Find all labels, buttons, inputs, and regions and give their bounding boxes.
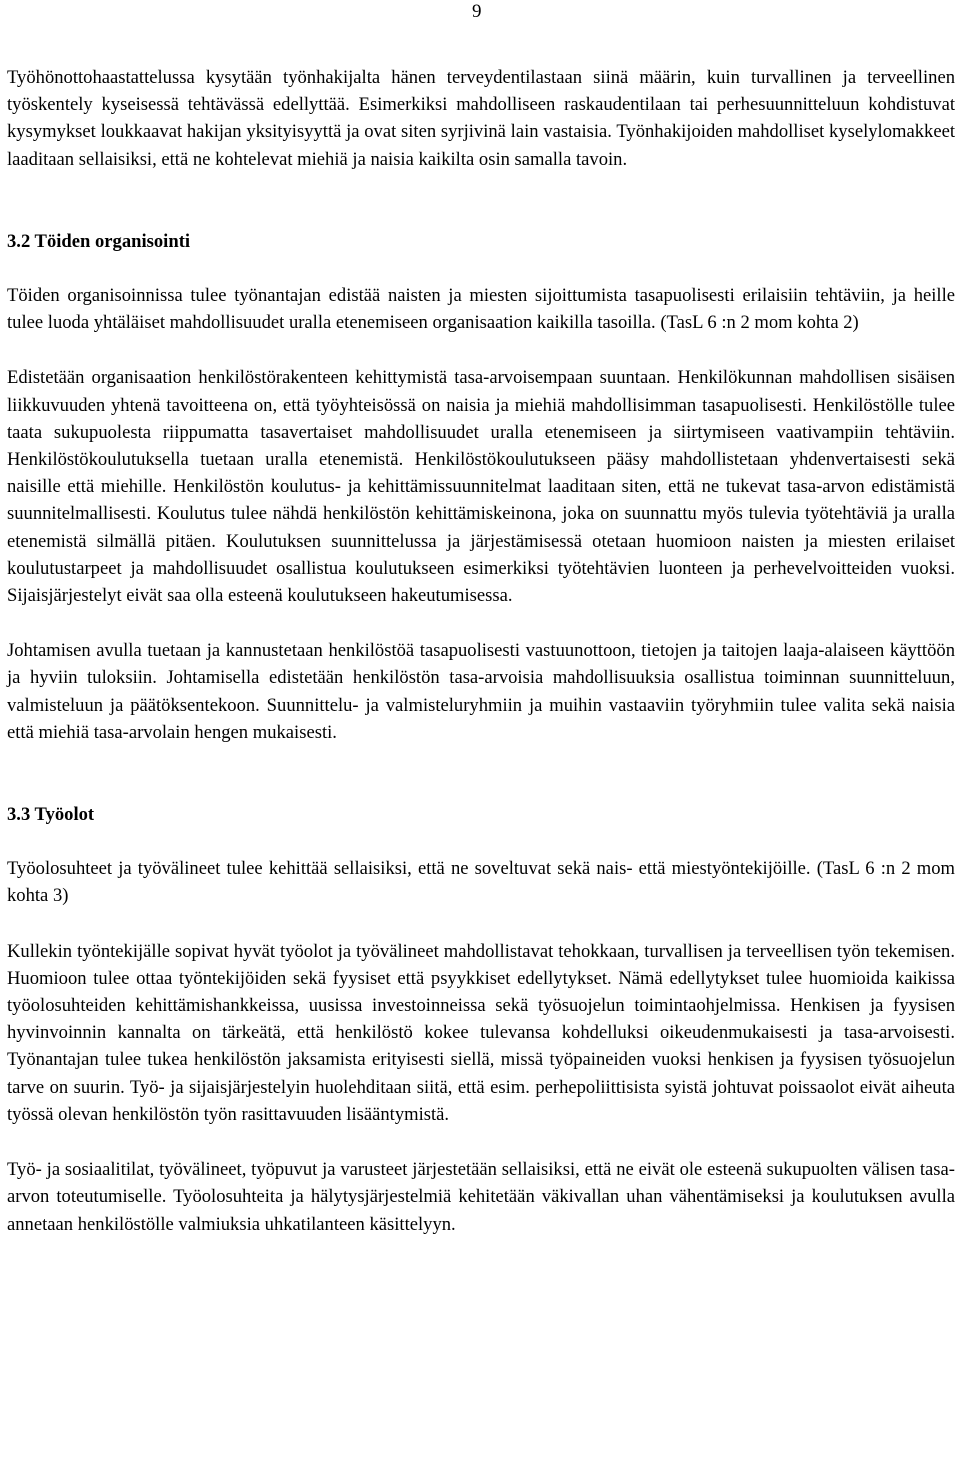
paragraph-staff-structure: Edistetään organisaation henkilöstörakenteen kehittymistä tasa-arvoisempaan suuntaan. Henkilökunnan mahdollisen sisäisen liikkuvuuden yhtenä tavoitteena on, että työyhteisössä on naisia ja miehiä mahdollisimman tasapuolisesti. Henkilöstölle tulee taata sukupuolesta riippumatta tasavertaiset mahdollisuudet uralla etenemiseen ja siirtymiseen vaativampiin tehtäviin. Henkilöstökoulutuksella tuetaan uralla etenemistä. Henkilöstökoulutukseen pääsy mahdollistetaan yhdenvertaisesti sekä naisille että miehille. Henkilöstön koulutus- ja kehittämissuunnitelmat laaditaan siten, että ne tukevat tasa-arvon edistämistä suunnitelmallisesti. Koulutus tulee nähdä henkilöstön kehittämiskeinona, joka on suunnattu myös tulevia työtehtäviä ja uralla etenemistä silmällä pitäen. Koulutuksen suunnittelussa ja järjestämisessä otetaan huomioon naisten ja miesten erilaiset koulutustarpeet ja mahdollisuudet osallistua koulutukseen esimerkiksi työtehtävien luonteen ja perhevelvoitteiden vuoksi. Sijaisjärjestelyt eivät saa olla esteenä koulutukseen hakeutumisessa. [7,367,955,607]
section-heading-working-conditions: 3.3 Työolot [7,804,95,826]
paragraph-good-working-conditions: Kullekin työntekijälle sopivat hyvät työolot ja työvälineet mahdollistavat tehokkaan, turvallisen ja terveellisen työn tekemisen. Huomioon tulee ottaa työntekijöiden sekä fyysiset että psyykkiset edellytykset. Nämä edellytykset tulee huomioida kaikissa työolosuhteiden kehittämishankkeissa, uusissa investoinneissa sekä työsuojelun toimintaohjelmissa. Henkisen ja fyysisen hyvinvoinnin kannalta on tärkeätä, että henkilöstö kokee tulevansa kohdelluksi oikeudenmukaisesti ja tasa-arvoisesti. Työnantajan tulee tukea henkilöstön jaksamista erityisesti siellä, missä työpaineiden vuoksi henkisen ja fyysisen työsuojelun tarve on suurin. Työ- ja sijaisjärjestelyin huolehditaan siitä, että esim. perhepoliittisista syistä johtuvat poissaolot eivät aiheuta työssä olevan henkilöstön työn rasittavuuden lisääntymistä. [7,940,955,1125]
paragraph-working-conditions-law: Työolosuhteet ja työvälineet tulee kehittää sellaisiksi, että ne soveltuvat sekä nais- että miestyöntekijöille. (TasL 6 :n 2 mom kohta 3) [7,858,955,907]
spacer [7,910,955,938]
page-number: 9 [472,1,482,22]
paragraph-facilities-equipment: Työ- ja sosiaalitilat, työvälineet, työpuvut ja varusteet järjestetään sellaisiksi, että ne eivät ole esteenä sukupuolten välisen tasa-arvon toteutumiselle. Työolosuhteita ja hälytysjärjestelmiä kehitetään väkivallan uhan vähentämiseksi ja koulutuksen avulla annetaan henkilöstölle valmiuksia uhkatilanteen käsittelyyn. [7,1159,955,1235]
spacer [7,609,955,637]
spacer [7,746,955,801]
paragraph-interview-health: Työhönottohaastattelussa kysytään työnhakijalta hänen terveydentilastaan siinä määrin, kuin turvallinen ja terveellinen työskentely kyseisessä tehtävässä edellyttää. Esimerkiksi mahdolliseen raskaudentilaan tai perhesuunnitteluun kohdistuvat kysymykset loukkaavat hakijan yksityisyyttä ja ovat siten syrjivinä lain vastaisia. Työnhakijoiden mahdolliset kyselylomakkeet laaditaan sellaisiksi, että ne kohtelevat miehiä ja naisia kaikilta osin samalla tavoin. [7,67,955,170]
spacer [7,173,955,228]
spacer [7,1128,955,1156]
spacer [7,255,955,282]
spacer [7,828,955,855]
section-heading-work-organisation: 3.2 Töiden organisointi [7,230,191,252]
document-body [7,64,955,1238]
paragraph-leadership: Johtamisen avulla tuetaan ja kannustetaan henkilöstöä tasapuolisesti vastuunottoon, tietojen ja taitojen laaja-alaiseen käyttöön ja hyviin tuloksiin. Johtamisella edistetään henkilöstön tasa-arvoisia mahdollisuuksia osallistua toiminnan suunnitteluun, valmisteluun ja päätöksentekoon. Suunnittelu- ja valmisteluryhmiin ja muihin vastaaviin työryhmiin tulee valita sekä naisia että miehiä tasa-arvolain hengen mukaisesti. [7,640,955,743]
spacer [7,336,955,364]
paragraph-work-organisation: Töiden organisoinnissa tulee työnantajan edistää naisten ja miesten sijoittumista tasapuolisesti erilaisiin tehtäviin, ja heille tulee luoda yhtäläiset mahdollisuudet uralla etenemiseen organisaation kaikilla tasoilla. (TasL 6 :n 2 mom kohta 2) [7,285,955,334]
